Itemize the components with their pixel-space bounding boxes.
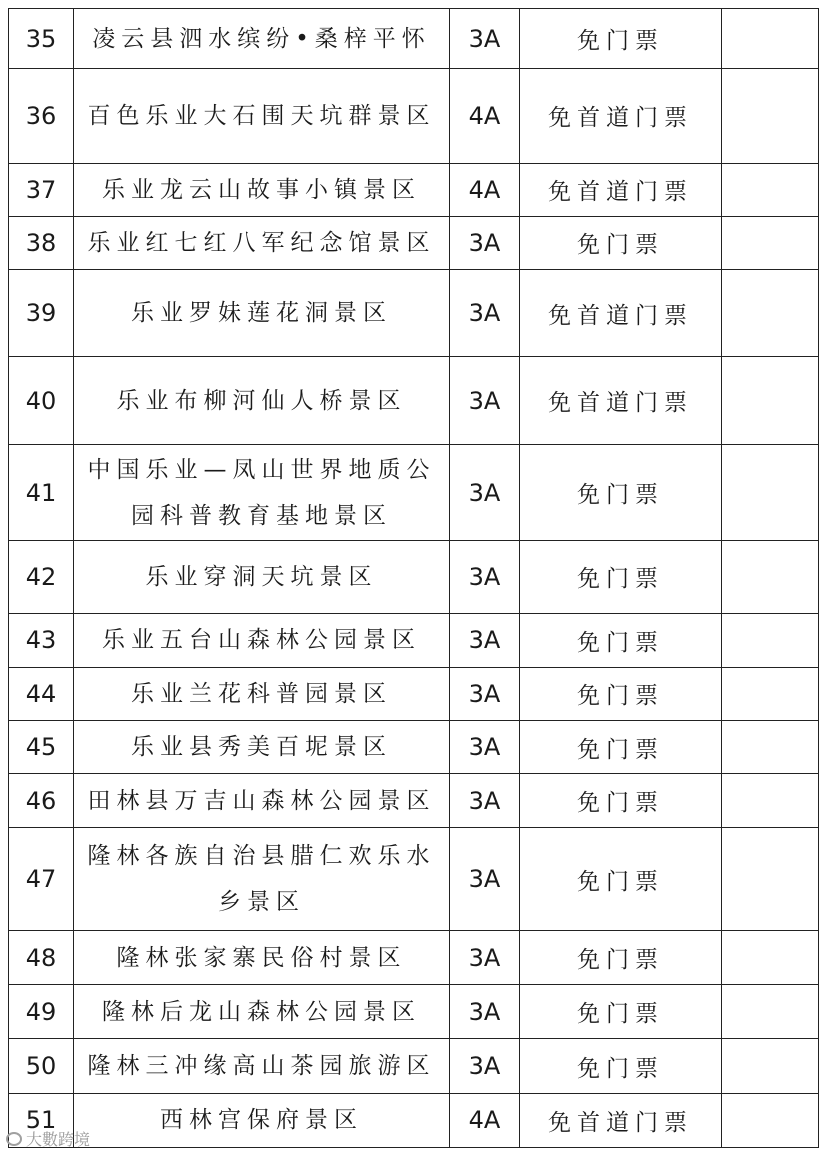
scenic-spot-table (8, 8, 819, 1148)
row-number: 46 (9, 774, 74, 828)
row-number: 37 (9, 163, 74, 216)
ticket-policy: 免门票 (520, 9, 722, 69)
grade-level: 3A (450, 541, 520, 613)
scenic-spot-name: 乐业穿洞天坑景区 (74, 541, 450, 613)
grade-level: 3A (450, 774, 520, 828)
table-row (9, 216, 819, 269)
grade-level: 3A (450, 930, 520, 984)
table-row (9, 828, 819, 930)
ticket-policy: 免门票 (520, 774, 722, 828)
remarks-cell (722, 9, 819, 69)
watermark-text: 大數跨境 (26, 1130, 91, 1149)
remarks-cell (722, 930, 819, 984)
table-row (9, 9, 819, 69)
table-row (9, 985, 819, 1039)
remarks-cell (722, 774, 819, 828)
ticket-policy: 免首道门票 (520, 163, 722, 216)
scenic-spot-name: 隆林后龙山森林公园景区 (74, 985, 450, 1039)
row-number: 36 (9, 69, 74, 163)
row-number: 39 (9, 270, 74, 357)
grade-level: 3A (450, 357, 520, 444)
ticket-policy: 免门票 (520, 444, 722, 540)
table-row (9, 69, 819, 163)
grade-level: 3A (450, 985, 520, 1039)
grade-level: 3A (450, 667, 520, 720)
row-number: 41 (9, 444, 74, 540)
grade-level: 3A (450, 1039, 520, 1093)
ticket-policy: 免首道门票 (520, 270, 722, 357)
ticket-policy: 免门票 (520, 541, 722, 613)
watermark (6, 1127, 90, 1150)
ticket-policy: 免门票 (520, 930, 722, 984)
grade-level: 4A (450, 163, 520, 216)
table-row (9, 163, 819, 216)
row-number: 48 (9, 930, 74, 984)
table-row (9, 270, 819, 357)
scenic-spot-name: 隆林各族自治县腊仁欢乐水乡景区 (74, 828, 450, 930)
remarks-cell (722, 985, 819, 1039)
remarks-cell (722, 69, 819, 163)
remarks-cell (722, 1093, 819, 1147)
scenic-spot-name: 乐业县秀美百坭景区 (74, 721, 450, 774)
scenic-spot-name: 隆林张家寨民俗村景区 (74, 930, 450, 984)
scenic-spot-name: 隆林三冲缘高山茶园旅游区 (74, 1039, 450, 1093)
ticket-policy: 免首道门票 (520, 69, 722, 163)
table-row (9, 613, 819, 667)
ticket-policy: 免门票 (520, 667, 722, 720)
row-number: 51 (9, 1093, 74, 1147)
table-row (9, 357, 819, 444)
grade-level: 3A (450, 828, 520, 930)
row-number: 49 (9, 985, 74, 1039)
weibo-icon (6, 1132, 22, 1146)
grade-level: 3A (450, 270, 520, 357)
table-row (9, 667, 819, 720)
table-row (9, 541, 819, 613)
remarks-cell (722, 721, 819, 774)
row-number: 47 (9, 828, 74, 930)
table-row (9, 1093, 819, 1147)
grade-level: 3A (450, 216, 520, 269)
grade-level: 3A (450, 444, 520, 540)
table-row (9, 930, 819, 984)
ticket-policy: 免门票 (520, 721, 722, 774)
scenic-spot-name: 百色乐业大石围天坑群景区 (74, 69, 450, 163)
ticket-policy: 免门票 (520, 613, 722, 667)
scenic-spot-name: 凌云县泗水缤纷•桑梓平怀 (74, 9, 450, 69)
ticket-policy: 免门票 (520, 216, 722, 269)
scenic-spot-name: 乐业罗妹莲花洞景区 (74, 270, 450, 357)
scenic-spot-name: 乐业红七红八军纪念馆景区 (74, 216, 450, 269)
scenic-spot-name: 田林县万吉山森林公园景区 (74, 774, 450, 828)
table-row (9, 774, 819, 828)
grade-level: 4A (450, 1093, 520, 1147)
scenic-spot-name: 乐业五台山森林公园景区 (74, 613, 450, 667)
remarks-cell (722, 444, 819, 540)
scenic-spot-name: 乐业布柳河仙人桥景区 (74, 357, 450, 444)
ticket-policy: 免门票 (520, 1039, 722, 1093)
row-number: 50 (9, 1039, 74, 1093)
row-number: 44 (9, 667, 74, 720)
remarks-cell (722, 667, 819, 720)
table-row (9, 721, 819, 774)
row-number: 40 (9, 357, 74, 444)
scenic-spot-name: 西林宫保府景区 (74, 1093, 450, 1147)
ticket-policy: 免门票 (520, 985, 722, 1039)
remarks-cell (722, 163, 819, 216)
row-number: 43 (9, 613, 74, 667)
remarks-cell (722, 613, 819, 667)
remarks-cell (722, 216, 819, 269)
remarks-cell (722, 357, 819, 444)
remarks-cell (722, 270, 819, 357)
scenic-spot-name: 乐业龙云山故事小镇景区 (74, 163, 450, 216)
scenic-spot-name: 中国乐业—凤山世界地质公园科普教育基地景区 (74, 444, 450, 540)
row-number: 35 (9, 9, 74, 69)
table-row (9, 1039, 819, 1093)
remarks-cell (722, 828, 819, 930)
grade-level: 4A (450, 69, 520, 163)
ticket-policy: 免首道门票 (520, 357, 722, 444)
row-number: 38 (9, 216, 74, 269)
ticket-policy: 免门票 (520, 828, 722, 930)
remarks-cell (722, 541, 819, 613)
table-body (9, 9, 819, 1148)
grade-level: 3A (450, 721, 520, 774)
remarks-cell (722, 1039, 819, 1093)
row-number: 42 (9, 541, 74, 613)
grade-level: 3A (450, 613, 520, 667)
scenic-spot-name: 乐业兰花科普园景区 (74, 667, 450, 720)
row-number: 45 (9, 721, 74, 774)
ticket-policy: 免首道门票 (520, 1093, 722, 1147)
grade-level: 3A (450, 9, 520, 69)
table-row (9, 444, 819, 540)
